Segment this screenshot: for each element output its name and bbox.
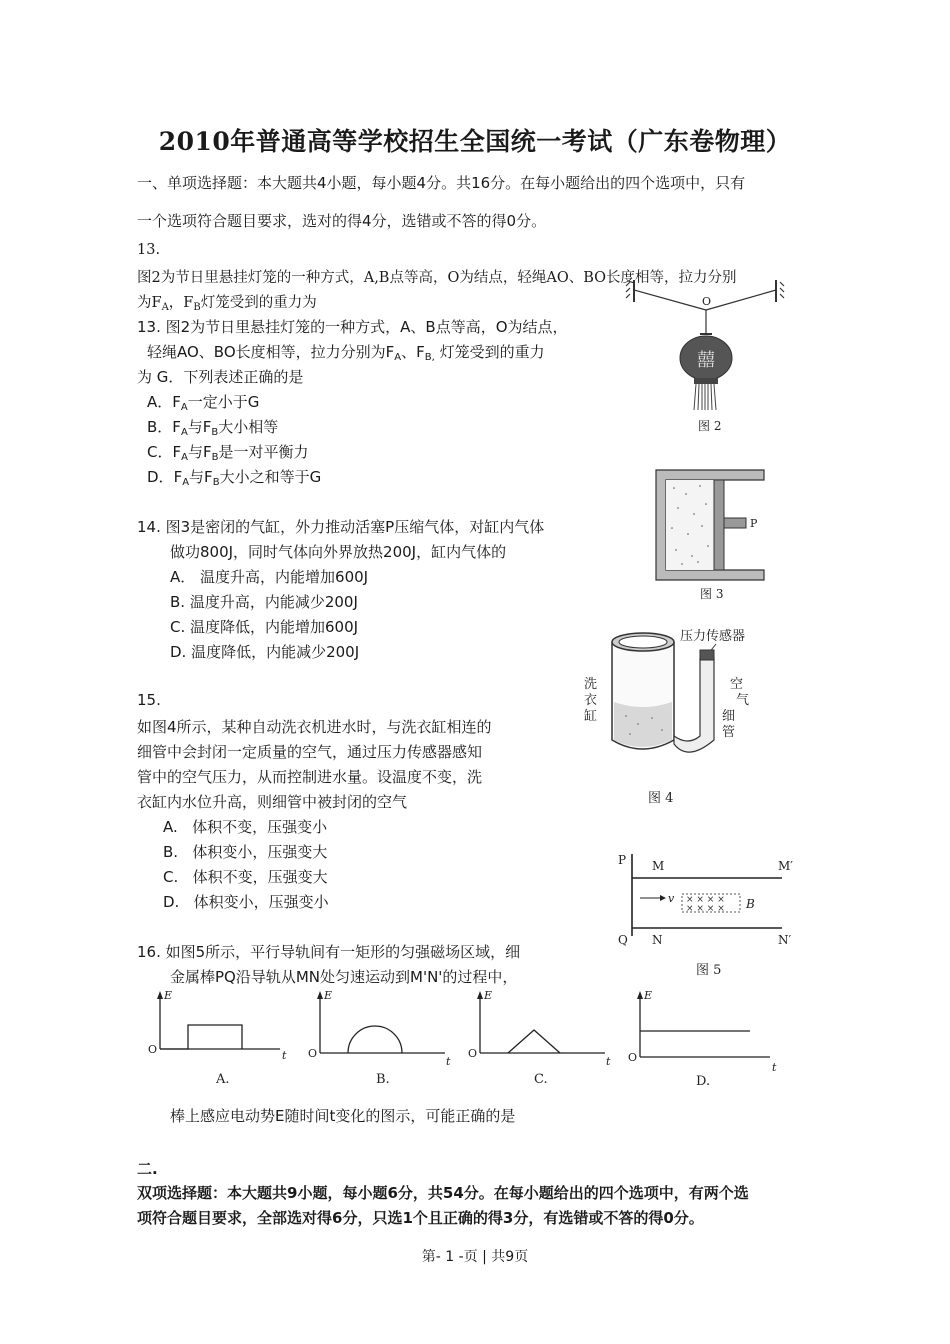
figure-2-lantern [620, 272, 800, 442]
figure-4-washer [576, 620, 786, 810]
q15-option-d: D. 体积变小，压强变小 [163, 893, 329, 911]
q13-line2: 轻绳AO、BO长度相等，拉力分别为$F_A$、$F_{B,}$ 灯笼受到的重力 [147, 343, 545, 363]
q15-line2: 细管中会封闭一定质量的空气，通过压力传感器感知 [137, 743, 483, 761]
q13-option-a: A．$F_A$一定小于G [147, 393, 260, 413]
fig3-caption: 图 3 [700, 587, 724, 601]
fig2-caption: 图 2 [698, 419, 722, 433]
fig5-caption: 图 5 [696, 963, 722, 978]
q15-line3: 管中的空气压力，从而控制进水量。设温度不变，洗 [137, 768, 483, 786]
section2-line1: 双项选择题：本大题共9小题，每小题6分，共54分。在每小题给出的四个选项中，有两个选 [137, 1184, 749, 1202]
lantern-char: 囍 [697, 350, 715, 371]
graph-b-y-label: E [324, 989, 333, 1002]
svg-text:× × × ×: × × × × [686, 904, 725, 914]
section2-number: 二. [137, 1160, 158, 1178]
q13-dup-number: 13. [137, 242, 161, 258]
q14-option-d: D. 温度降低，内能减少200J [170, 643, 360, 661]
q15-option-a: A. 体积不变，压强变小 [163, 818, 328, 836]
fig3-label-p: P [750, 517, 758, 530]
graph-c-x-label: t [606, 1055, 611, 1068]
graph-c-y-label: E [484, 989, 493, 1002]
q14-option-c: C. 温度降低，内能增加600J [170, 618, 359, 636]
q13-option-c: C．$F_A$与$F_B$是一对平衡力 [147, 443, 309, 463]
fig2-label-o: O [702, 295, 712, 308]
graph-a-label: A. [216, 1072, 230, 1087]
q13-dup-line1: 图2为节日里悬挂灯笼的一种方式，A,B点等高，O为结点，轻绳AO、BO长度相等，拉力分别 [137, 270, 737, 286]
section1-line2: 一个选项符合题目要求，选对的得4分，选错或不答的得0分。 [137, 212, 547, 230]
fig4-tub-label-1: 洗 [584, 677, 598, 692]
page-title: 2010年普通高等学校招生全国统一考试（广东卷物理） [158, 127, 792, 156]
q13-line3: 为 G．下列表述正确的是 [137, 368, 304, 386]
svg-text:× × × ×: × × × × [686, 895, 725, 905]
graph-d-label: D. [696, 1074, 711, 1089]
fig4-air-label-2: 气 [736, 693, 750, 708]
fig5-label-n-prime: N′ [778, 933, 792, 947]
graph-c-label: C. [534, 1072, 548, 1087]
fig4-sensor-label: 压力传感器 [680, 629, 746, 644]
page-footer: 第- 1 -页 | 共9页 [421, 1249, 529, 1265]
graph-d-y-label: E [644, 989, 653, 1002]
q15-option-b: B. 体积变小，压强变大 [163, 843, 328, 861]
graph-c-origin: O [468, 1047, 478, 1060]
section2-line2: 项符合题目要求，全部选对得6分，只选1个且正确的得3分，有选错或不答的得0分。 [137, 1209, 704, 1227]
q14-line1: 14. 图3是密闭的气缸，外力推动活塞P压缩气体，对缸内气体 [137, 518, 545, 536]
figure-5-rails [610, 850, 815, 980]
q15-number: 15. [137, 691, 161, 709]
fig5-label-b: B [746, 897, 755, 911]
q13-dup-line2: 为$F_A$，$F_B$灯笼受到的重力为 [137, 295, 317, 313]
fig4-tub-label-3: 缸 [584, 709, 598, 724]
fig4-tube-label-2: 管 [722, 725, 736, 740]
fig5-label-q: Q [618, 933, 628, 947]
q15-line4: 衣缸内水位升高，则细管中被封闭的空气 [137, 793, 408, 811]
fig5-label-p: P [618, 853, 627, 867]
fig5-label-v: v [668, 892, 675, 905]
q16-line3: 棒上感应电动势E随时间t变化的图示，可能正确的是 [170, 1107, 516, 1125]
figure-3-cylinder [650, 464, 780, 604]
q16-answer-graphs [140, 985, 800, 1095]
graph-b-origin: O [308, 1047, 318, 1060]
fig4-tube-label-1: 细 [722, 709, 736, 724]
q14-option-b: B. 温度升高，内能减少200J [170, 593, 358, 611]
fig4-caption: 图 4 [648, 791, 674, 806]
fig5-label-m-prime: M′ [778, 859, 794, 873]
q16-line1: 16. 如图5所示，平行导轨间有一矩形的匀强磁场区域，细 [137, 943, 521, 961]
fig5-label-m: M [652, 859, 665, 873]
q13-option-d: D．$F_A$与$F_B$大小之和等于G [147, 468, 322, 488]
graph-a-y-label: E [164, 989, 173, 1002]
q14-line2: 做功800J，同时气体向外界放热200J，缸内气体的 [170, 543, 507, 561]
graph-d-x-label: t [772, 1061, 777, 1074]
q16-line2: 金属棒PQ沿导轨从MN处匀速运动到M'N'的过程中， [170, 968, 518, 986]
q15-option-c: C. 体积不变，压强变大 [163, 868, 328, 886]
q13-option-b: B．$F_A$与$F_B$大小相等 [147, 418, 279, 438]
section1-line1: 一、单项选择题：本大题共4小题，每小题4分。共16分。在每小题给出的四个选项中，只有 [137, 174, 746, 192]
graph-d-origin: O [628, 1051, 638, 1064]
fig4-tub-label-2: 衣 [584, 693, 598, 708]
q13-line1: 13. 图2为节日里悬挂灯笼的一种方式，A、B点等高，O为结点， [137, 318, 568, 336]
graph-b-x-label: t [446, 1055, 451, 1068]
graph-a-origin: O [148, 1043, 158, 1056]
q14-option-a: A． 温度升高，内能增加600J [170, 568, 369, 586]
fig5-label-n: N [652, 933, 663, 947]
graph-a-x-label: t [282, 1049, 287, 1062]
graph-b-label: B. [376, 1072, 390, 1087]
fig4-air-label-1: 空 [730, 677, 744, 692]
q15-line1: 如图4所示，某种自动洗衣机进水时，与洗衣缸相连的 [137, 718, 492, 736]
